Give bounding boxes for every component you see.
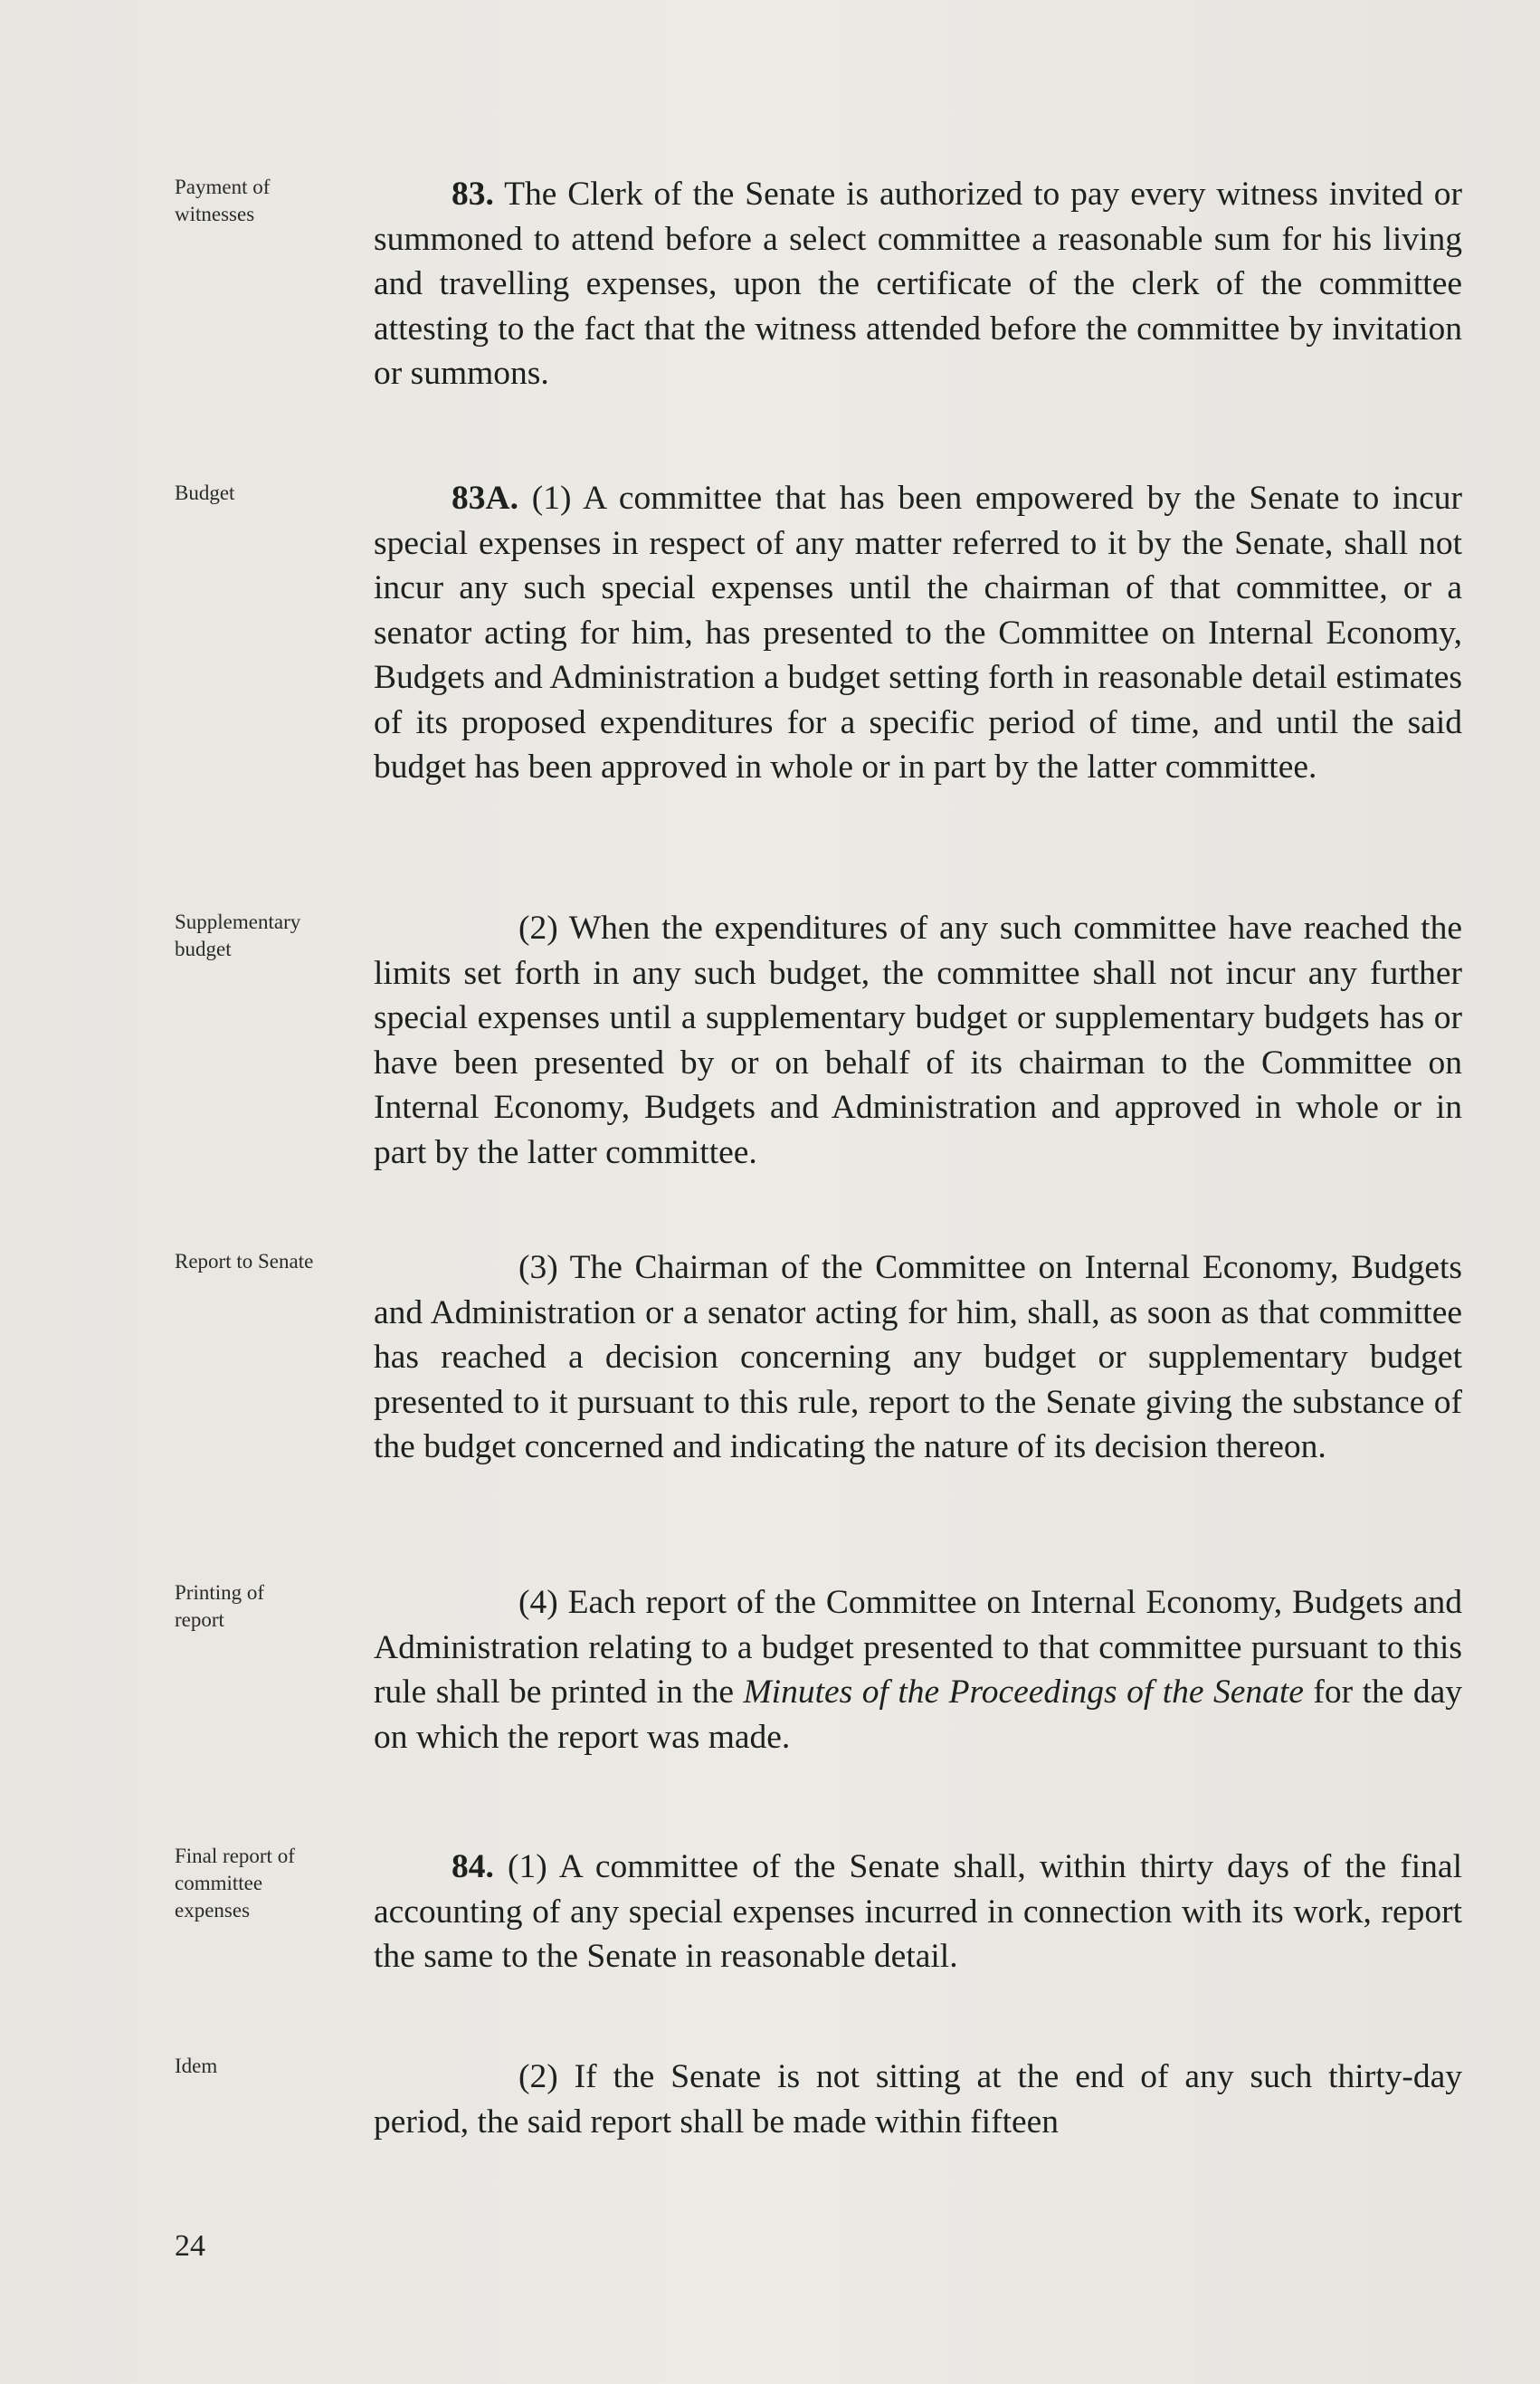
sidenote-line: Printing of bbox=[175, 1581, 265, 1604]
sidenote-line: committee bbox=[175, 1872, 263, 1894]
sidenote-line: Idem bbox=[175, 2055, 218, 2077]
sidenote-supplementary-budget bbox=[175, 909, 365, 963]
paragraph-text: The Clerk of the Senate is authorized to pay every witness invited or summoned to attend before a select committee a reasonable sum for his living and travelling expenses, upon the certificate of the clerk of the committee attesting to the fact that the witness attended before the committee by invitation or summons. bbox=[374, 176, 1462, 392]
section-number: 83. bbox=[452, 176, 494, 213]
sidenote-idem bbox=[175, 2053, 365, 2080]
sidenote-budget bbox=[175, 480, 365, 507]
sidenote-line: Report to Senate bbox=[175, 1250, 314, 1273]
paragraph-84-1 bbox=[374, 1845, 1462, 1979]
sidenote-payment-of-witnesses bbox=[175, 174, 365, 228]
paragraph-text: (2) When the expenditures of any such committee have reached the limits set forth in any such budget, the committee shall not incur any further special expenses until a supplementary budget or supplementary budgets has or have been presented by or on behalf of its chairman to the Committee on Internal Economy, Budgets and Administration and approved in whole or in part by the latter committee. bbox=[374, 910, 1462, 1171]
sidenote-line: witnesses bbox=[175, 203, 255, 225]
paragraph-text: (4) Each report of the Committee on Internal Economy, Budgets and Administration relating to a budget presented to that committee pursuant to this rule shall be printed in the bbox=[374, 1584, 1462, 1711]
sidenote-report-to-senate bbox=[175, 1248, 365, 1275]
paragraph-83a-2 bbox=[374, 906, 1462, 1175]
paragraph-83a-3 bbox=[374, 1245, 1462, 1470]
paragraph-text: for the day on which the report was made. bbox=[374, 1674, 1462, 1756]
page-number: 24 bbox=[175, 2229, 205, 2263]
paragraph-83a-4 bbox=[374, 1580, 1462, 1759]
sidenote-line: budget bbox=[175, 938, 232, 960]
section-number: 84. bbox=[452, 1848, 494, 1885]
italic-title: Minutes of the Proceedings of the Senate bbox=[743, 1674, 1304, 1711]
sidenote-line: Payment of bbox=[175, 176, 271, 198]
paragraph-text: (1) A committee of the Senate shall, within thirty days of the final accounting of any special expenses incurred in connection with its work, report the same to the Senate in reasonable detail. bbox=[374, 1848, 1462, 1975]
sidenote-line: Budget bbox=[175, 482, 235, 504]
paragraph-84-2 bbox=[374, 2055, 1462, 2144]
sidenote-line: Supplementary bbox=[175, 911, 301, 933]
paragraph-text: (1) A committee that has been empowered by the Senate to incur special expenses in respect of any matter referred to it by the Senate, shall not incur any such special expenses until the chairman of that committee, or a senator acting for him, has presented to the Committee on Internal Economy, Budgets and Administration a budget setting forth in reasonable detail estimates of its proposed expenditures for a specific period of time, and until the said budget has been approved in whole or in part by the latter committee. bbox=[374, 480, 1463, 786]
paragraph-83 bbox=[374, 172, 1462, 396]
sidenote-line: expenses bbox=[175, 1899, 251, 1922]
paragraph-text: (2) If the Senate is not sitting at the end of any such thirty-day period, the said report shall be made within fifteen bbox=[374, 2058, 1462, 2141]
sidenote-line: Final report of bbox=[175, 1845, 295, 1867]
sidenote-line: report bbox=[175, 1608, 224, 1631]
sidenote-printing-of-report bbox=[175, 1579, 365, 1634]
section-number: 83A. bbox=[452, 480, 518, 517]
sidenote-final-report bbox=[175, 1843, 365, 1924]
paragraph-83a-1 bbox=[374, 476, 1462, 790]
paragraph-text: (3) The Chairman of the Committee on Internal Economy, Budgets and Administration or a senator acting for him, shall, as soon as that committee has reached a decision concerning any budget or supplementary budget presented to it pursuant to this rule, report to the Senate giving the substance of the budget concerned and indicating the nature of its decision thereon. bbox=[374, 1249, 1462, 1465]
